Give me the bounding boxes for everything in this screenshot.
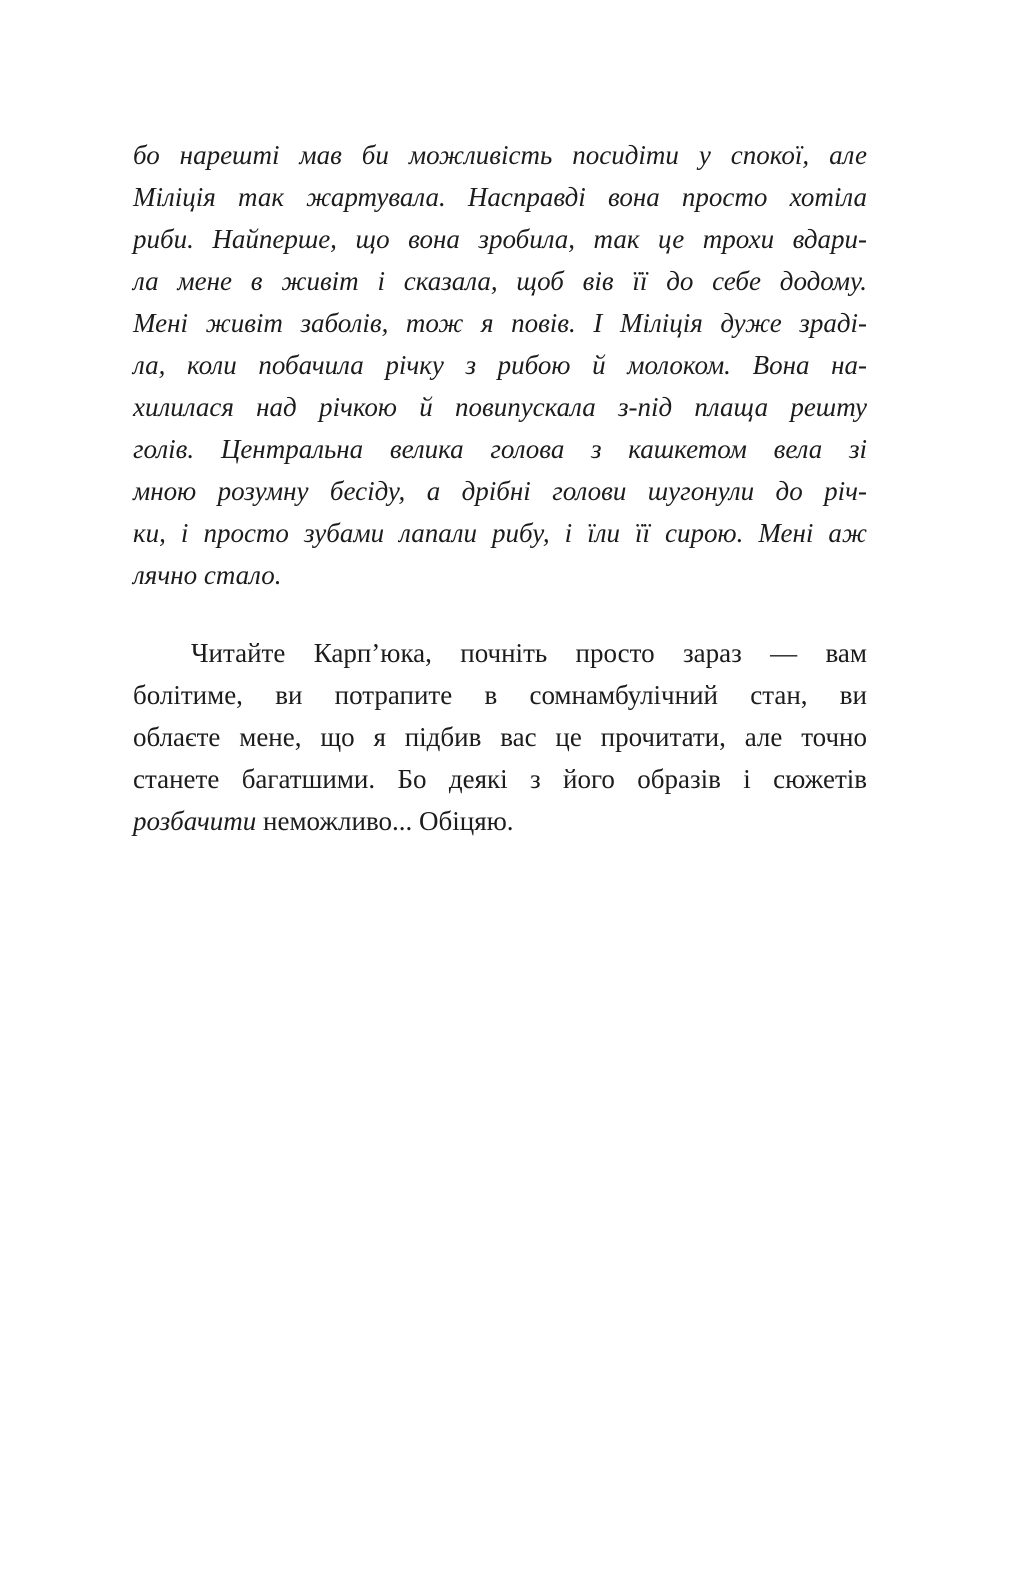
text-line: болітиме, ви потрапите в сомнамбулічний стан, ви [133, 680, 867, 710]
text-line: ла мене в живіт і сказала, щоб вів її до себе додому. [133, 266, 867, 296]
italic-word: розбачити [133, 806, 257, 836]
text-line: Міліція так жартувала. Насправді вона просто хотіла [133, 182, 867, 212]
page-text-block [133, 134, 867, 842]
text-line: голів. Центральна велика голова з кашкетом вела зі [133, 434, 867, 464]
text-line: Читайте Карп’юка, почніть просто зараз — вам [191, 638, 867, 668]
text-line: ла, коли побачила річку з рибою й молоком. Вона на- [133, 350, 867, 380]
text-line: мною розумну бесіду, а дрібні голови шугонули до річ- [133, 476, 867, 506]
text-line: бо нарешті мав би можливість посидіти у спокої, але [133, 140, 867, 170]
text-span: неможливо... Обіцяю. [256, 806, 514, 836]
text-line: хилилася над річкою й повипускала з-під плаща решту [133, 392, 867, 422]
text-line: лячно стало. [133, 560, 282, 590]
text-line: риби. Найперше, що вона зробила, так це трохи вдари- [133, 224, 867, 254]
paragraph-italic [133, 134, 867, 596]
text-line [133, 800, 867, 842]
text-line: Мені живіт заболів, тож я повів. І Міліція дуже зраді- [133, 308, 867, 338]
text-line: ки, і просто зубами лапали рибу, і їли її сирою. Мені аж [133, 518, 867, 548]
text-line: облаєте мене, що я підбив вас це прочитати, але точно [133, 722, 867, 752]
paragraph-regular [133, 632, 867, 842]
text-line: станете багатшими. Бо деякі з його образів і сюжетів [133, 764, 867, 794]
